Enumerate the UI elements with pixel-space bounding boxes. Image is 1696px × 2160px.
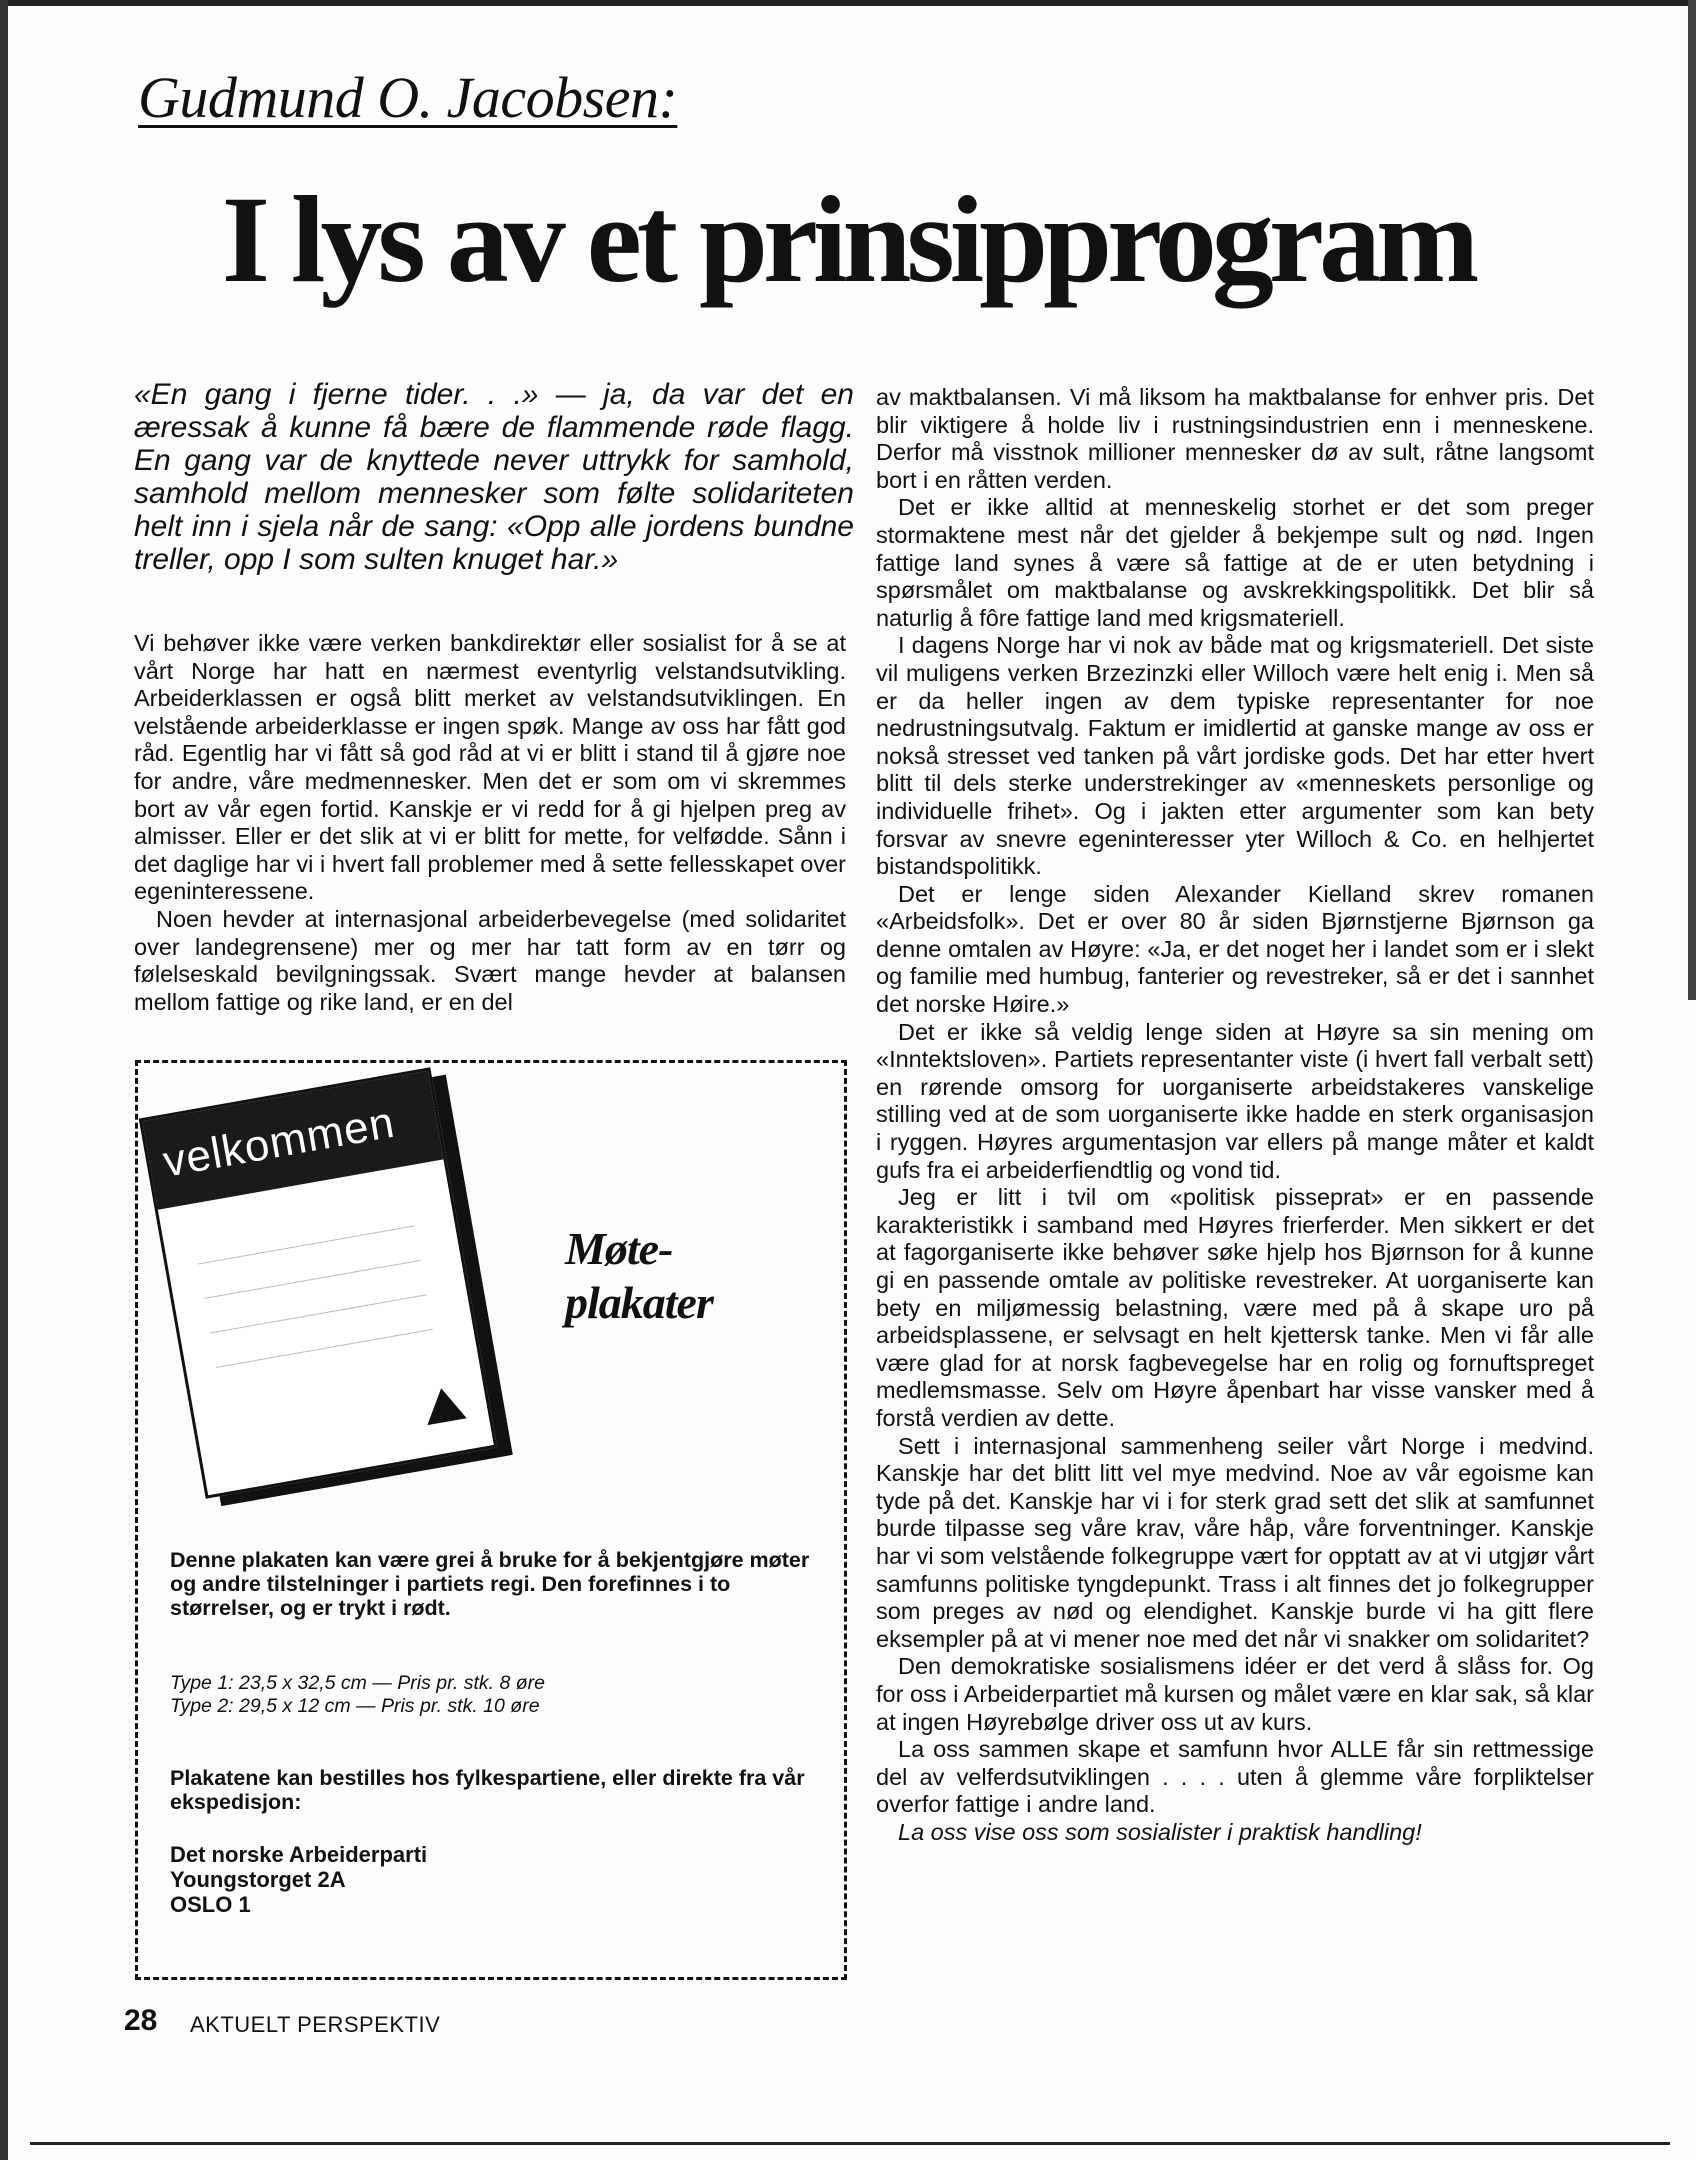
author-byline: Gudmund O. Jacobsen:	[138, 65, 678, 130]
ad-order-info: Plakatene kan bestilles hos fylkespartiene, eller direkte fra vår ekspedisjon:	[170, 1766, 805, 1814]
right-paragraph-1: av maktbalansen. Vi må liksom ha maktbalanse for enhver pris. Det blir viktigere å holde liv i rustningsindustrien enn i menneskene. Derfor må visstnok millioner mennesker dø av sult, råtne langsomt bort i en råtten verden.	[876, 384, 1594, 493]
right-paragraph-2: Det er ikke alltid at menneskelig storhet er det som preger stormaktene mest når det gjelder å bekjempe sult og nød. Ingen fattige land synes å være så fattige at de er uten betydning i spørsmålet om maktbalanse og avskrekkingspolitikk. Det blir så naturlig å fôre fattige land med krigsmateriell.	[876, 494, 1594, 631]
ad-address-line2: Youngstorget 2A	[170, 1867, 346, 1892]
left-column	[134, 630, 846, 1016]
magazine-name: AKTUELT PERSPEKTIV	[190, 2012, 441, 2037]
right-paragraph-3: I dagens Norge har vi nok av både mat og krigsmateriell. Det siste vil muligens verken Brzezinzki eller Willoch være helt enig i. Men så er da heller ingen av dem typiske representanter for noe nedrustningsutvalg. Faktum er imidlertid at ganske mange av oss er nokså stresset ved tanken på vårt jordiske gods. Det har etter hvert blitt til dels sterke understrekinger av «menneskets personlige og individuelle frihet». Og i jakten etter argumenter som kan bety forsvar av snevre egeninteresser yter Willoch & Co. en helhjertet bistandspolitikk.	[876, 632, 1594, 880]
ad-price-type2: Type 2: 29,5 x 12 cm — Pris pr. stk. 10 øre	[170, 1695, 540, 1717]
left-paragraph-1: Vi behøver ikke være verken bankdirektør eller sosialist for å se at vårt Norge har hatt en nærmest eventyrlig velstandsutvikling. Arbeiderklassen er også blitt merket av velstandsutviklingen. En velstående arbeiderklasse er ingen spøk. Mange av oss har fått god råd. Egentlig har vi fått så god råd at vi er blitt i stand til å gjøre noe for andre, våre medmennesker. Men det er som om vi skremmes bort av vår egen fortid. Kanskje er vi redd for å gi hjelpen preg av almisser. Eller er det slik at vi er blitt for mette, for velfødde. Sånn i det daglige har vi i hvert fall problemer med å sette fellesskapet over egeninteressene.	[134, 630, 846, 905]
right-paragraph-5: Det er ikke så veldig lenge siden at Høyre sa sin mening om «Inntektsloven». Partiets representanter viste (i hvert fall verbalt sett) en rørende omsorg for uorganiserte arbeidstakeres vanskelige stilling ved at de som uorganiserte ikke hadde en sterk organisasjon i ryggen. Høyres argumentasjon var ellers på mange måter et kaldt gufs fra ei arbeiderfiendtlig og vond tid.	[876, 1018, 1594, 1183]
ad-address	[170, 1842, 810, 1917]
poster-line	[204, 1260, 421, 1299]
right-paragraph-4: Det er lenge siden Alexander Kielland skrev romanen «Arbeidsfolk». Det er over 80 år siden Bjørnstjerne Bjørnson ga denne omtalen av Høyre: «Ja, er det noget her i landet som er i slekt og familie med humbug, fanterier og revestreker, så er det i sannhet det norske Høire.»	[876, 880, 1594, 1018]
ad-heading-line2: plakater	[565, 1277, 713, 1328]
page-number: 28	[124, 2004, 158, 2037]
scan-edge-left	[0, 0, 8, 2160]
article-title: I lys av et prinsipprogram	[221, 171, 1475, 308]
party-logo-icon	[421, 1385, 466, 1425]
closing-line: La oss vise oss som sosialister i praktisk handling!	[898, 1818, 1422, 1845]
left-paragraph-2: Noen hevder at internasjonal arbeiderbevegelse (med solidaritet over landegrensene) mer og mer har tatt form av en tørr og følelseskald bevilgningssak. Svært mange hevder at balansen mellom fattige og rike land, er en del	[134, 905, 846, 1015]
ad-prices	[170, 1672, 545, 1718]
lead-paragraph: «En gang i fjerne tider. . .» — ja, da var det en æressak å kunne få bære de flammende røde flagg. En gang var de knyttede never uttrykk for samhold, samhold mellom mennesker som følte solidariteten helt inn i sjela når de sang: «Opp alle jordens bundne treller, opp I som sulten knuget har.»	[134, 378, 854, 576]
right-paragraph-6: Jeg er litt i tvil om «politisk pisseprat» er en passende karakteristikk i samband med Høyres frierferder. Men sikkert er det at fagorganiserte ikke behøver søke hjelp hos Bjørnson for å kunne gi en passende omtale av politiske revestreker. At uorganiserte kan bety en miljømessig belastning, være med på å skape uro på arbeidsplassene, er selvsagt en helt kjettersk tanke. Men vi får alle være glad for at norsk fagbevegelse har en rolig og fornuftspreget medlemsmasse. Selv om Høyre åpenbart har visse vansker med å forstå verdien av dette.	[876, 1184, 1594, 1431]
ad-heading	[565, 1222, 765, 1330]
scan-edge-top	[0, 0, 1696, 6]
right-paragraph-8: Den demokratiske sosialismens idéer er det verd å slåss for. Og for oss i Arbeiderpartiet må kursen og målet være en klar sak, så klar at ingen Høyrebølge driver oss ut av kurs.	[876, 1653, 1594, 1735]
right-paragraph-7: Sett i internasjonal sammenheng seiler vårt Norge i medvind. Kanskje har det blitt litt vel mye medvind. Noe av vår egoisme kan tyde på det. Kanskje har vi i for sterk grad sett det slik at samfunnet burde tilpasse seg våre krav, våre håp, våre forventninger. Kanskje har vi som velstående folkegruppe vært for opptatt av at vi utgjør vårt samfunns politiske tyngdepunkt. Trass i alt finnes det jo folkegrupper som preges av nød og elendighet. Kanskje burde vi ha gitt flere eksempler på at vi mener noe med det når vi snakker om solidaritet?	[876, 1432, 1594, 1652]
poster-word: velkommen	[159, 1097, 399, 1187]
scan-edge-right	[1688, 0, 1696, 1000]
poster-line	[210, 1294, 427, 1333]
ad-description: Denne plakaten kan være grei å bruke for å bekjentgjøre møter og andre tilstelninger i partiets regi. Den forefinnes i to størrelser, og er trykt i rødt.	[170, 1548, 810, 1620]
poster-line	[198, 1225, 415, 1264]
ad-heading-line1: Møte-	[565, 1223, 673, 1274]
scan-edge-bottom	[30, 2142, 1670, 2145]
ad-address-line3: OSLO 1	[170, 1892, 251, 1917]
right-paragraph-9: La oss sammen skape et samfunn hvor ALLE får sin rettmessige del av velferdsutviklingen . . . . uten å glemme våre forpliktelser overfor fattige i andre land.	[876, 1736, 1594, 1818]
ad-price-type1: Type 1: 23,5 x 32,5 cm — Pris pr. stk. 8 øre	[170, 1672, 545, 1694]
ad-address-line1: Det norske Arbeiderparti	[170, 1842, 428, 1867]
right-column	[876, 384, 1594, 1846]
poster-line	[216, 1329, 433, 1368]
